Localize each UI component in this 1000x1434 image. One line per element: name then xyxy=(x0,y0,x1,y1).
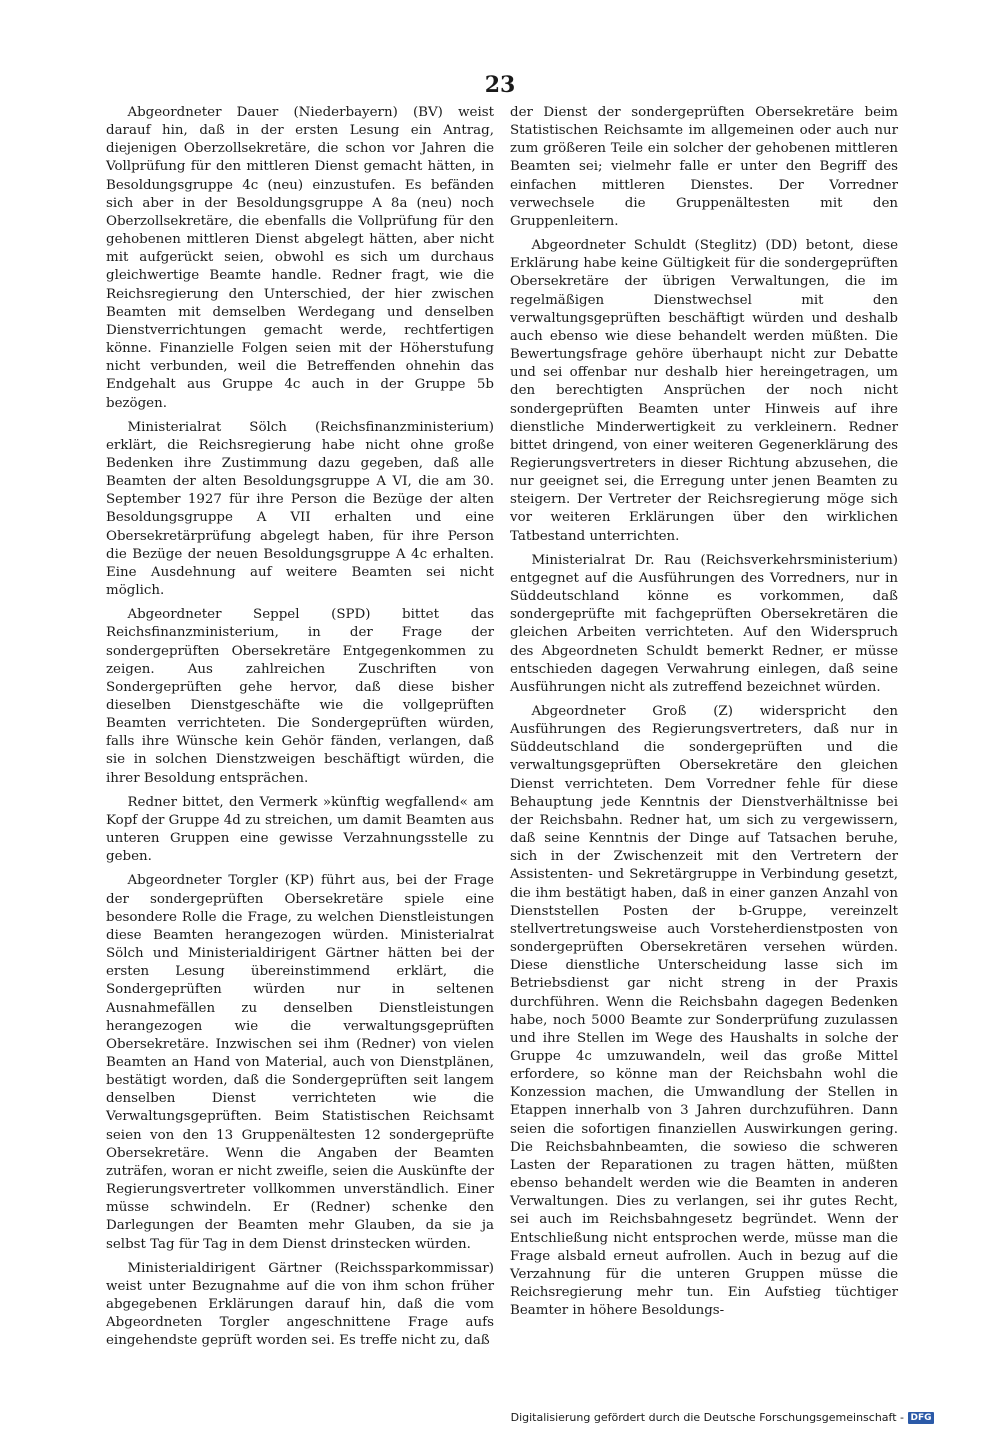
paragraph: Ministerialdirigent Gärtner (Reichssparkommissar) weist unter Bezugnahme auf die von ihm schon früher abgegebenen Erklärungen darauf hin, daß die vom Abgeordneten Torgler angeschnittene Frage aufs eingehendste geprüft worden sei. Es treffe nicht zu, daß xyxy=(106,1260,494,1349)
paragraph: Abgeordneter Seppel (SPD) bittet das Reichsfinanzministerium, in der Frage der sondergeprüften Obersekretäre Entgegenkommen zu zeigen. Aus zahlreichen Zuschriften von Sondergeprüften gehe hervor, daß diese bisher dieselben Dienstgeschäfte wie die vollgeprüften Beamten verrichteten. Die Sondergeprüften würden, falls ihre Wünsche kein Gehör fänden, verlangen, daß sie in solchen Dienstzweigen beschäftigt würden, die ihrer Besoldung entsprächen. xyxy=(106,607,494,786)
dfg-logo: DFG xyxy=(908,1412,934,1424)
left-column xyxy=(106,104,494,1356)
paragraph: Abgeordneter Dauer (Niederbayern) (BV) weist darauf hin, daß in der ersten Lesung ein Antrag, diejenigen Oberzollsekretäre, die schon vor Jahren die Vollprüfung für den mittleren Dienst gemacht hätten, in Besoldungsgruppe 4c (neu) einzustufen. Es befänden sich aber in der Besoldungsgruppe A 8a (neu) noch Oberzollsekretäre, die ebenfalls die Vollprüfung für den gehobenen mittleren Dienst abgelegt hätten, aber nicht mit aufgerückt seien, obwohl es sich um durchaus gleichwertige Beamte handle. Redner fragt, wie die Reichsregierung den Unterschied, der hier zwischen Beamten mit demselben Werdegang und denselben Dienstverrichtungen gemacht werde, rechtfertigen könne. Finanzielle Folgen seien mit der Höherstufung nicht verbunden, weil die Betreffenden ohnehin das Endgehalt aus Gruppe 4c auch in der Gruppe 5b bezögen. xyxy=(106,105,494,411)
right-column xyxy=(510,104,898,1326)
paragraph: Ministerialrat Dr. Rau (Reichsverkehrsministerium) entgegnet auf die Ausführungen des Vorredners, nur in Süddeutschland könne es vorkommen, daß sondergeprüfte mit fachgeprüften Obersekretären die gleichen Arbeiten verrichteten. Auf den Widerspruch des Abgeordneten Schuldt bemerkt Redner, er müsse entschieden dagegen Verwahrung einlegen, daß seine Ausführungen nicht als zutreffend bezeichnet würden. xyxy=(510,552,898,695)
paragraph: Abgeordneter Torgler (KP) führt aus, bei der Frage der sondergeprüften Obersekretäre spiele eine besondere Rolle die Frage, zu welchen Dienstleistungen diese Beamten herangezogen würden. Ministerialrat Sölch und Ministerialdirigent Gärtner hätten bei der ersten Lesung übereinstimmend erklärt, die Sondergeprüften würden nur in seltenen Ausnahmefällen zu denselben Dienstleistungen herangezogen wie die verwaltungsgeprüften Obersekretäre. Inzwischen sei ihm (Redner) von vielen Beamten an Hand von Material, auch von Dienstplänen, bestätigt worden, daß die Sondergeprüften seit langem denselben Dienst verrichteten wie die Verwaltungsgeprüften. Beim Statistischen Reichsamt seien von den 13 Gruppenältesten 12 sondergeprüfte Obersekretäre. Wenn die Angaben der Beamten zuträfen, woran er nicht zweifle, seien die Auskünfte der Regierungsvertreter vollkommen unverständlich. Einer müsse schwindeln. Er (Redner) schenke den Darlegungen der Beamten mehr Glauben, da sie ja selbst Tag für Tag in dem Dienst drinstecken würden. xyxy=(106,873,494,1252)
footer-text: Digitalisierung gefördert durch die Deutsche Forschungsgemeinschaft - xyxy=(510,1411,904,1424)
page-number: 23 xyxy=(484,72,516,98)
paragraph: der Dienst der sondergeprüften Obersekretäre beim Statistischen Reichsamte im allgemeinen oder auch nur zum größeren Teile ein solcher der gehobenen mittleren Beamten sei; vielmehr falle er unter den Begriff des einfachen mittleren Dienstes. Der Vorredner verwechsele die Gruppenältesten mit den Gruppenleitern. xyxy=(510,105,898,229)
paragraph: Abgeordneter Groß (Z) widerspricht den Ausführungen des Regierungsvertreters, daß nur in Süddeutschland die sondergeprüften und die verwaltungsgeprüften Obersekretäre den gleichen Dienst verrichteten. Dem Vorredner fehle für diese Behauptung jede Kenntnis der Dienstverhältnisse bei der Reichsbahn. Redner hat, um sich zu vergewissern, daß seine Kenntnis der Dinge auf Tatsachen beruhe, sich in der Zwischenzeit mit den Vertretern der Assistenten- und Sekretärgruppe in Verbindung gesetzt, die ihm bestätigt haben, daß in einer ganzen Anzahl von Dienststellen Posten der b-Gruppe, vereinzelt stellvertretungsweise auch Vorsteherdienstposten von sondergeprüften Obersekretären versehen würden. Diese dienstliche Unterscheidung lasse sich im Betriebsdienst gar nicht streng in der Praxis durchführen. Wenn die Reichsbahn dagegen Bedenken habe, noch 5000 Beamte zur Sonderprüfung zuzulassen und ihre Stellen im Wege des Haushalts in solche der Gruppe 4c umzuwandeln, weil das große Mittel erfordere, so könne man der Reichsbahn wohl die Konzession machen, die Umwandlung der Stellen in Etappen innerhalb von 3 Jahren durchzuführen. Dann seien die sofortigen finanziellen Auswirkungen gering. Die Reichsbahnbeamten, die sowieso die schweren Lasten der Reparationen zu tragen hätten, müßten ebenso behandelt werden wie die Beamten in anderen Verwaltungen. Dies zu verlangen, sei ihr gutes Recht, sei auch im Reichsbahngesetz begründet. Wenn der Entschließung nicht entsprochen werde, müsse man die Frage alsbald erneut aufrollen. Auch in bezug auf die Verzahnung für die unteren Gruppen müsse die Reichsregierung mehr tun. Ein Aufstieg tüchtiger Beamter in höhere Besoldungs- xyxy=(510,704,898,1319)
paragraph: Abgeordneter Schuldt (Steglitz) (DD) betont, diese Erklärung habe keine Gültigkeit für die sondergeprüften Obersekretäre der übrigen Verwaltungen, die im regelmäßigen Dienstwechsel mit den verwaltungsgeprüften beschäftigt würden und deshalb auch ebenso wie diese behandelt werden müßten. Die Bewertungsfrage gehöre überhaupt nicht zur Debatte und sei offenbar nur deshalb hier hereingetragen, um den berechtigten Ansprüchen der noch nicht sondergeprüften Beamten unter Hinweis auf ihre dienstliche Minderwertigkeit zu verkleinern. Redner bittet dringend, von einer weiteren Gegenerklärung des Regierungsvertreters in dieser Richtung abzusehen, die nur geeignet sei, die Erregung unter jenen Beamten zu steigern. Der Vertreter der Reichsregierung möge sich vor weiteren Erklärungen über den wirklichen Tatbestand unterrichten. xyxy=(510,238,898,544)
paragraph: Ministerialrat Sölch (Reichsfinanzministerium) erklärt, die Reichsregierung habe nicht ohne große Bedenken ihre Zustimmung dazu gegeben, daß alle Beamten der alten Besoldungsgruppe A VI, die am 30. September 1927 für ihre Person die Bezüge der alten Besoldungsgruppe A VII erhalten und eine Obersekretärprüfung abgelegt haben, für ihre Person die Bezüge der neuen Besoldungsgruppe A 4c erhalten. Eine Ausdehnung auf weitere Beamten sei nicht möglich. xyxy=(106,419,494,599)
digitization-footer xyxy=(511,1411,934,1424)
paragraph: Redner bittet, den Vermerk »künftig wegfallend« am Kopf der Gruppe 4d zu streichen, um damit Beamten aus unteren Gruppen eine gewisse Verzahnungsstelle zu geben. xyxy=(106,794,494,865)
